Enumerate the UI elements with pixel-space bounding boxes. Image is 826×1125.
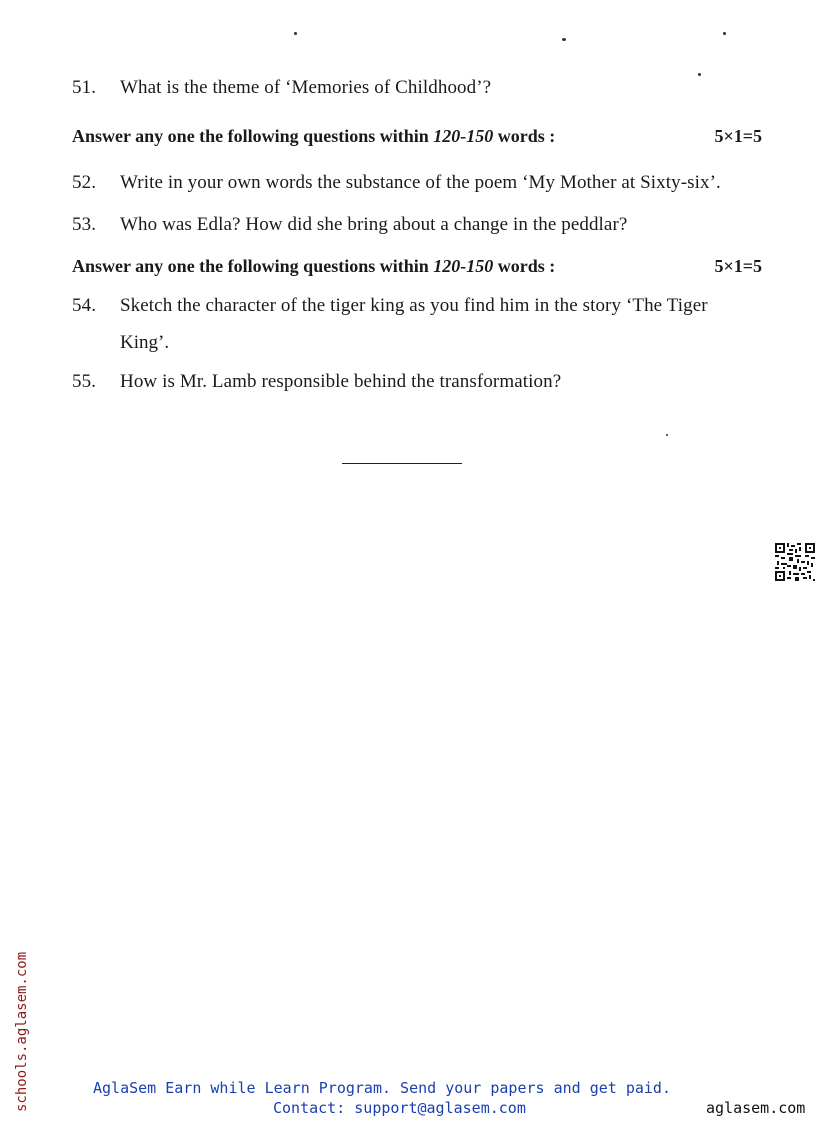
- question-text: How is Mr. Lamb responsible behind the transformation?: [120, 371, 562, 392]
- question-54: [72, 294, 708, 318]
- scan-speck: [698, 73, 701, 76]
- footer-site-link[interactable]: aglasem.com: [706, 1099, 806, 1117]
- instruction-line: [72, 254, 762, 278]
- question-54-continuation: King’.: [120, 332, 170, 353]
- qr-code-icon: [775, 543, 815, 581]
- question-text: Sketch the character of the tiger king as you find him in the story ‘The Tiger: [120, 295, 708, 316]
- question-number: 52.: [72, 172, 97, 193]
- scan-speck: [666, 434, 668, 436]
- instruction-text-end: words :: [493, 256, 556, 276]
- question-number: 53.: [72, 214, 97, 235]
- question-51: [72, 76, 491, 100]
- question-text: Write in your own words the substance of the poem ‘My Mother at Sixty-six’.: [120, 172, 721, 193]
- question-52: [72, 171, 721, 195]
- scan-speck: [294, 32, 297, 35]
- instruction-line: [72, 124, 762, 148]
- end-of-paper-rule: [342, 463, 462, 464]
- question-text: Who was Edla? How did she bring about a change in the peddlar?: [120, 214, 628, 235]
- footer-contact-link[interactable]: Contact: support@aglasem.com: [273, 1099, 526, 1117]
- question-number: 54.: [72, 295, 97, 316]
- instruction-text: Answer any one the following questions within: [72, 256, 434, 276]
- side-watermark: schools.aglasem.com: [14, 951, 30, 1112]
- instruction-text: Answer any one the following questions within: [72, 126, 434, 146]
- word-range: 120-150: [433, 256, 494, 276]
- question-text: What is the theme of ‘Memories of Childhood’?: [120, 77, 492, 98]
- marks: 5×1=5: [714, 126, 762, 146]
- word-range: 120-150: [433, 126, 494, 146]
- question-number: 55.: [72, 371, 97, 392]
- question-55: [72, 370, 561, 394]
- scan-speck: [723, 32, 726, 35]
- footer-promo-text: AglaSem Earn while Learn Program. Send your papers and get paid.: [93, 1079, 671, 1097]
- question-number: 51.: [72, 77, 97, 98]
- instruction-text-end: words :: [493, 126, 556, 146]
- question-53: [72, 213, 627, 237]
- marks: 5×1=5: [714, 256, 762, 276]
- scan-speck: [562, 38, 566, 41]
